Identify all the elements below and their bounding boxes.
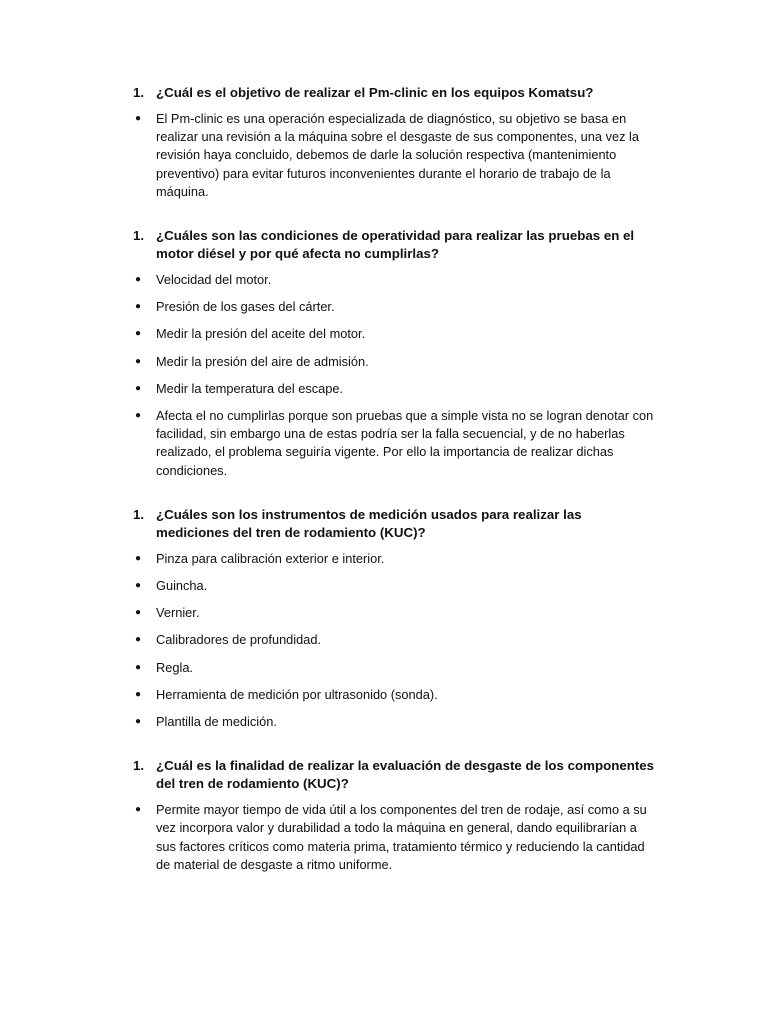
qa-section — [133, 84, 658, 201]
answer-bullet — [133, 550, 658, 568]
bullet-dot-icon: ● — [135, 410, 142, 422]
bullet-dot-icon: ● — [135, 688, 142, 700]
bullet-dot-icon: ● — [135, 301, 142, 313]
answer-bullet — [133, 577, 658, 595]
bullet-text: Pinza para calibración exterior e interior. — [156, 550, 385, 566]
question-number: 1. — [133, 228, 145, 244]
bullet-dot-icon: ● — [135, 382, 142, 394]
bullet-text: Medir la temperatura del escape. — [156, 380, 344, 396]
bullet-dot-icon: ● — [135, 804, 142, 816]
bullet-dot-icon: ● — [135, 607, 142, 619]
question-heading — [133, 506, 658, 542]
answer-bullet — [133, 325, 658, 343]
answer-bullet — [133, 631, 658, 649]
bullet-text: Regla. — [156, 659, 193, 675]
answer-bullet — [133, 271, 658, 289]
answer-bullet — [133, 298, 658, 316]
question-text: ¿Cuál es la finalidad de realizar la evaluación de desgaste de los componentes del tren de rodamiento (KUC)? — [156, 758, 655, 792]
qa-section — [133, 757, 658, 874]
bullet-text: El Pm-clinic es una operación especializada de diagnóstico, su objetivo se basa en realizar una revisión a la máquina sobre el desgaste de sus componentes, una vez la revisión haya concluido, debemos de darle la solución respectiva (mantenimiento preventivo) para evitar futuros inconvenientes durante el horario de trabajo de la máquina. — [156, 111, 640, 199]
answer-bullet — [133, 659, 658, 677]
bullet-dot-icon: ● — [135, 355, 142, 367]
bullet-dot-icon: ● — [135, 716, 142, 728]
bullet-dot-icon: ● — [135, 274, 142, 286]
question-text: ¿Cuál es el objetivo de realizar el Pm-clinic en los equipos Komatsu? — [156, 85, 594, 100]
bullet-text: Plantilla de medición. — [156, 714, 277, 730]
bullet-dot-icon: ● — [135, 113, 142, 124]
document-content — [133, 84, 658, 900]
answer-bullet — [133, 801, 658, 874]
bullet-text: Medir la presión del aceite del motor. — [156, 326, 366, 342]
bullet-text: Herramienta de medición por ultrasonido (sonda). — [156, 686, 438, 702]
bullet-text: Calibradores de profundidad. — [156, 632, 322, 648]
bullet-text: Afecta el no cumplirlas porque son pruebas que a simple vista no se logran denotar con facilidad, sin embargo una de estas podría ser la falla secuencial, y de no haberlas realizado, el problema seguiría vigente. Por ello la importancia de realizar dichas condiciones. — [156, 408, 654, 478]
qa-section — [133, 506, 658, 731]
question-text: ¿Cuáles son los instrumentos de medición usados para realizar las mediciones del tren de rodamiento (KUC)? — [156, 506, 582, 540]
bullet-dot-icon: ● — [135, 661, 142, 673]
bullet-text: Medir la presión del aire de admisión. — [156, 353, 369, 369]
answer-bullet — [133, 110, 658, 201]
bullet-dot-icon: ● — [135, 552, 142, 564]
bullet-dot-icon: ● — [135, 580, 142, 592]
bullet-dot-icon: ● — [135, 634, 142, 646]
bullet-text: Permite mayor tiempo de vida útil a los componentes del tren de rodaje, así como a su vez incorpora valor y durabilidad a todo la máquina en general, dando equilibrarían a sus factores críticos como materia prima, tratamiento térmico y reduciendo la cantidad de material de desgaste a ritmo uniforme. — [156, 802, 647, 872]
answer-bullet — [133, 604, 658, 622]
question-number: 1. — [133, 85, 145, 100]
answer-bullet — [133, 353, 658, 371]
question-number: 1. — [133, 758, 145, 774]
question-heading — [133, 227, 658, 263]
bullet-text: Presión de los gases del cárter. — [156, 299, 335, 315]
bullet-dot-icon: ● — [135, 328, 142, 340]
bullet-text: Guincha. — [156, 578, 208, 594]
question-heading — [133, 84, 658, 102]
question-heading — [133, 757, 658, 793]
question-number: 1. — [133, 506, 145, 522]
answer-bullet — [133, 686, 658, 704]
bullet-text: Velocidad del motor. — [156, 272, 272, 288]
bullet-text: Vernier. — [156, 605, 200, 621]
answer-bullet — [133, 380, 658, 398]
answer-bullet — [133, 407, 658, 480]
answer-bullet — [133, 713, 658, 731]
qa-section — [133, 227, 658, 480]
question-text: ¿Cuáles son las condiciones de operatividad para realizar las pruebas en el motor diésel y por qué afecta no cumplirlas? — [156, 228, 635, 262]
